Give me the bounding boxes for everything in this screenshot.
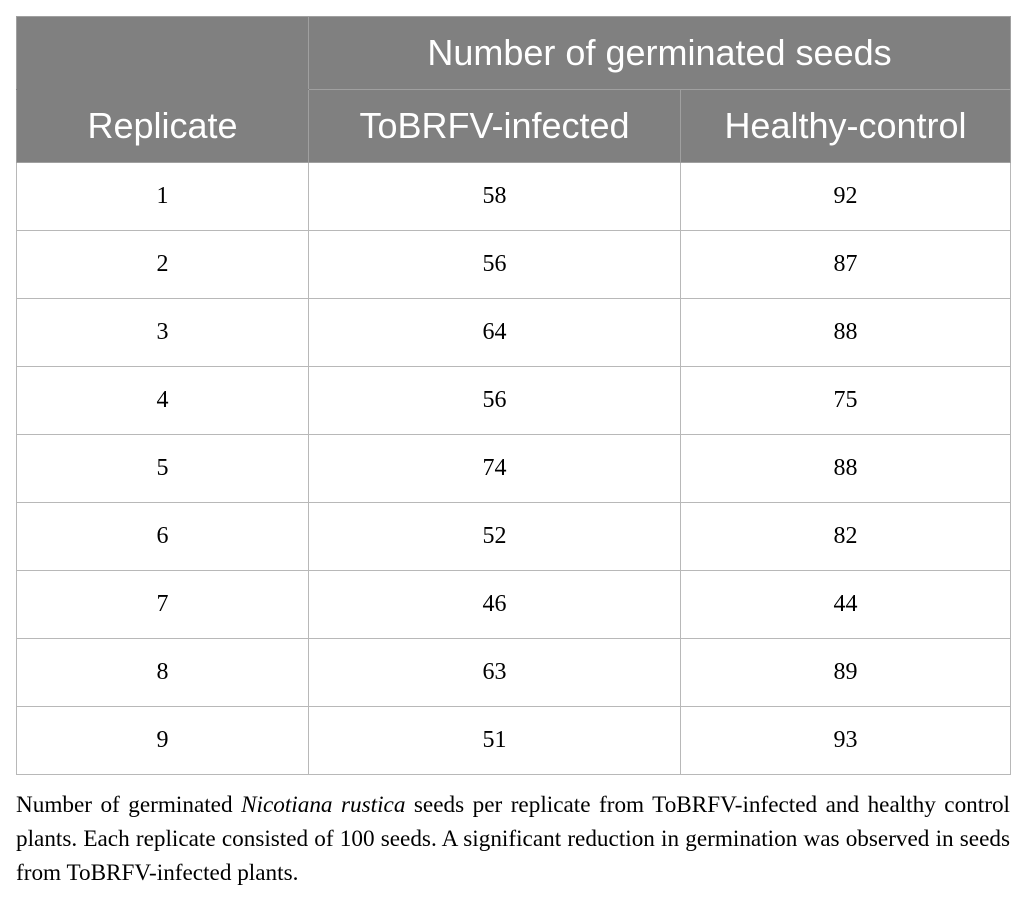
column-header-replicate: Replicate xyxy=(17,90,309,163)
group-header-germinated-seeds: Number of germinated seeds xyxy=(309,17,1011,90)
cell-healthy: 92 xyxy=(681,163,1011,231)
table-row xyxy=(17,571,1011,639)
cell-replicate: 6 xyxy=(17,503,309,571)
cell-healthy: 87 xyxy=(681,231,1011,299)
table-row xyxy=(17,707,1011,775)
cell-infected: 64 xyxy=(309,299,681,367)
table-row xyxy=(17,503,1011,571)
table-row xyxy=(17,639,1011,707)
caption-text-end: seeds per replicate from ToBRFV-infected and healthy control plants. Each replicate consisted of 100 seeds. A significant reduction in germination was observed in seeds from ToBRFV-infected plants. xyxy=(16,792,1010,886)
cell-replicate: 5 xyxy=(17,435,309,503)
cell-healthy: 75 xyxy=(681,367,1011,435)
table-row xyxy=(17,231,1011,299)
cell-healthy: 44 xyxy=(681,571,1011,639)
cell-infected: 52 xyxy=(309,503,681,571)
table-row xyxy=(17,435,1011,503)
germination-table xyxy=(16,16,1011,775)
header-row-columns xyxy=(17,90,1011,163)
table-row xyxy=(17,163,1011,231)
cell-replicate: 3 xyxy=(17,299,309,367)
table-body xyxy=(17,163,1011,775)
column-header-tobrfv-infected: ToBRFV-infected xyxy=(309,90,681,163)
header-row-group xyxy=(17,17,1011,90)
cell-healthy: 89 xyxy=(681,639,1011,707)
cell-replicate: 9 xyxy=(17,707,309,775)
cell-replicate: 1 xyxy=(17,163,309,231)
header-blank-cell xyxy=(17,17,309,90)
cell-healthy: 93 xyxy=(681,707,1011,775)
caption-text-start: Number of germinated xyxy=(16,792,242,818)
cell-replicate: 7 xyxy=(17,571,309,639)
cell-healthy: 82 xyxy=(681,503,1011,571)
cell-replicate: 8 xyxy=(17,639,309,707)
cell-replicate: 2 xyxy=(17,231,309,299)
table-header xyxy=(17,17,1011,163)
cell-infected: 58 xyxy=(309,163,681,231)
cell-replicate: 4 xyxy=(17,367,309,435)
cell-infected: 56 xyxy=(309,231,681,299)
table-caption xyxy=(16,788,1010,890)
cell-infected: 56 xyxy=(309,367,681,435)
table-row xyxy=(17,299,1011,367)
cell-infected: 63 xyxy=(309,639,681,707)
cell-infected: 51 xyxy=(309,707,681,775)
cell-infected: 46 xyxy=(309,571,681,639)
germination-table-container xyxy=(16,16,1010,775)
table-row xyxy=(17,367,1011,435)
column-header-healthy-control: Healthy-control xyxy=(681,90,1011,163)
caption-species-name: Nicotiana rustica xyxy=(241,792,406,818)
cell-infected: 74 xyxy=(309,435,681,503)
cell-healthy: 88 xyxy=(681,435,1011,503)
cell-healthy: 88 xyxy=(681,299,1011,367)
